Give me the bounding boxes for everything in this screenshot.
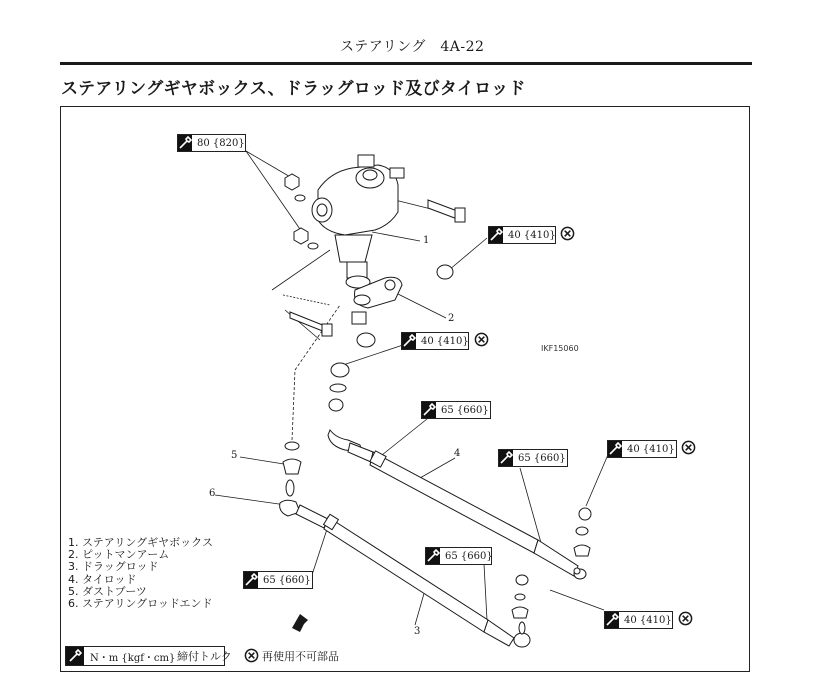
parts-list-item: 5. ダストブーツ bbox=[68, 584, 147, 598]
torque-wrench-icon bbox=[605, 612, 619, 628]
torque-value: 65 {660} bbox=[263, 574, 311, 586]
torque-value: 40 {410} bbox=[508, 229, 556, 241]
torque-badge bbox=[488, 226, 556, 244]
torque-wrench-icon bbox=[244, 572, 258, 588]
torque-badge bbox=[177, 134, 246, 152]
section-title: ステアリングギヤボックス、ドラッグロッド及びタイロッド bbox=[61, 79, 526, 99]
parts-list-item: 1. ステアリングギヤボックス bbox=[68, 536, 214, 549]
legend-torque-label: 締付トルク bbox=[177, 650, 232, 663]
parts-list-item: 4. タイロッド bbox=[68, 572, 137, 586]
torque-value: 80 {820} bbox=[197, 137, 245, 149]
torque-wrench-icon bbox=[608, 441, 622, 457]
page-header-text: ステアリング 4A-22 bbox=[340, 39, 485, 55]
torque-badge bbox=[604, 611, 673, 629]
tie-rod-lower bbox=[280, 480, 530, 647]
torque-wrench-icon bbox=[426, 548, 440, 564]
parts-list bbox=[68, 537, 213, 610]
torque-badge bbox=[607, 440, 677, 458]
no-reuse-icon bbox=[474, 332, 489, 347]
no-reuse-icon bbox=[560, 226, 575, 241]
figure-code: IKF15060 bbox=[541, 344, 579, 353]
callout-number: 4 bbox=[454, 448, 461, 459]
torque-wrench-icon bbox=[489, 227, 503, 243]
parts-list-item: 2. ピットマンアーム bbox=[68, 548, 170, 562]
torque-badge bbox=[421, 401, 491, 419]
gearbox-shape bbox=[312, 155, 404, 288]
torque-value: 65 {660} bbox=[441, 404, 489, 416]
callout-number: 2 bbox=[448, 313, 455, 324]
callout-number: 6 bbox=[209, 488, 216, 499]
torque-wrench-icon bbox=[402, 333, 416, 349]
callout-number: 3 bbox=[414, 626, 421, 637]
no-reuse-icon bbox=[244, 648, 259, 663]
torque-wrench-icon bbox=[66, 647, 84, 665]
torque-badge bbox=[498, 449, 568, 467]
torque-value: 40 {410} bbox=[627, 443, 675, 455]
parts-list-item: 3. ドラッグロッド bbox=[68, 560, 159, 574]
callout-number: 5 bbox=[231, 450, 238, 461]
torque-badge bbox=[243, 571, 313, 589]
torque-value: 65 {660} bbox=[518, 452, 566, 464]
torque-wrench-icon bbox=[499, 450, 513, 466]
no-reuse-icon bbox=[678, 611, 693, 626]
legend-no-reuse-label: 再使用不可部品 bbox=[262, 650, 339, 663]
torque-value: 40 {410} bbox=[624, 614, 672, 626]
torque-wrench-icon bbox=[422, 402, 436, 418]
legend-unit-text: N・m {kgf・cm} bbox=[90, 652, 176, 664]
callout-number: 1 bbox=[423, 235, 430, 246]
no-reuse-icon bbox=[681, 440, 696, 455]
front-arrow-icon bbox=[292, 614, 308, 632]
torque-badge bbox=[401, 332, 469, 350]
parts-list-item: 6. ステアリングロッドエンド bbox=[68, 597, 213, 611]
torque-value: 65 {660} bbox=[445, 550, 493, 562]
torque-wrench-icon bbox=[178, 135, 192, 151]
pitman-arm-shape bbox=[352, 277, 402, 347]
torque-badge bbox=[425, 547, 492, 565]
torque-value: 40 {410} bbox=[421, 335, 469, 347]
